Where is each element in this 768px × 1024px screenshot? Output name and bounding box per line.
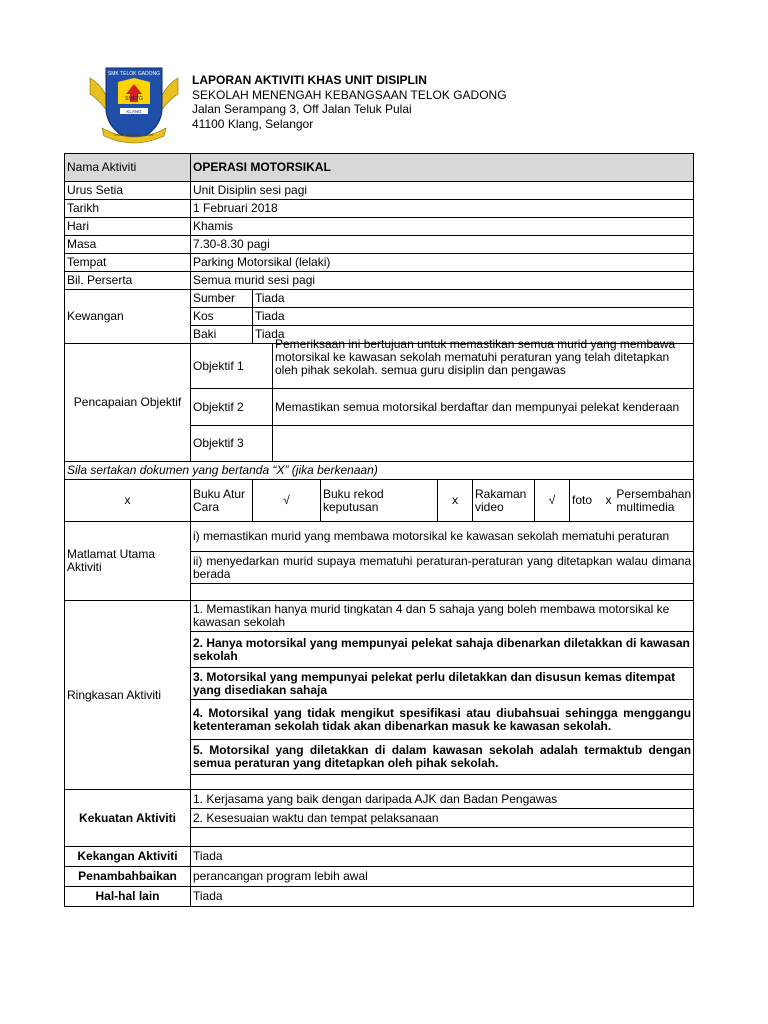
dokumen-mark-rakaman-video: x — [438, 480, 473, 522]
row-kekangan — [65, 847, 694, 867]
ringkasan-label: Ringkasan Aktiviti — [65, 601, 191, 790]
matlamat-item-2: ii) menyedarkan murid supaya mematuhi peraturan-peraturan yang ditetapkan walau dimana berada — [191, 552, 694, 584]
row-masa — [65, 236, 694, 254]
dokumen-mark-multimedia: x — [605, 493, 612, 507]
ringkasan-item-1: 1. Memastikan hanya murid tingkatan 4 dan 5 sahaja yang boleh membawa motorsikal ke kawasan sekolah — [191, 601, 694, 632]
kekangan-value: Tiada — [191, 847, 694, 867]
tarikh-label: Tarikh — [65, 200, 191, 218]
row-bil-peserta — [65, 272, 694, 290]
school-crest-logo — [88, 64, 180, 146]
objektif-1-label: Objektif 1 — [191, 344, 273, 389]
kekuatan-item-2: 2. Kesesuaian waktu dan tempat pelaksanaan — [191, 809, 694, 828]
dokumen-mark-buku-rekod: √ — [253, 480, 321, 522]
row-kekuatan-1 — [65, 790, 694, 809]
penambahbaikan-value: perancangan program lebih awal — [191, 867, 694, 887]
tempat-value: Parking Motorsikal (lelaki) — [191, 254, 694, 272]
dokumen-label-foto: foto — [572, 493, 593, 507]
objektif-2-label: Objektif 2 — [191, 389, 273, 426]
matlamat-item-1: i) memastikan murid yang membawa motorsikal ke kawasan sekolah mematuhi peraturan — [191, 522, 694, 552]
kekangan-label: Kekangan Aktiviti — [65, 847, 191, 867]
hari-value: Khamis — [191, 218, 694, 236]
school-address-line1: Jalan Serampang 3, Off Jalan Teluk Pulai — [192, 102, 412, 116]
row-penambahbaikan — [65, 867, 694, 887]
dokumen-label-buku-rekod: Buku rekod keputusan — [321, 480, 438, 522]
kekuatan-label: Kekuatan Aktiviti — [65, 790, 191, 847]
tarikh-value: 1 Februari 2018 — [191, 200, 694, 218]
hal-hal-lain-label: Hal-hal lain — [65, 887, 191, 907]
tempat-label: Tempat — [65, 254, 191, 272]
row-dokumen-note — [65, 462, 694, 480]
nama-aktiviti-value: OPERASI MOTORSIKAL — [191, 154, 694, 182]
ringkasan-item-3: 3. Motorsikal yang mempunyai pelekat perlu diletakkan dan disusun kemas ditempat yang disediakan sahaja — [191, 668, 694, 700]
dokumen-cell-foto-multimedia — [570, 480, 694, 522]
objektif-3-value — [273, 426, 694, 462]
row-hari — [65, 218, 694, 236]
dokumen-mark-buku-atur-cara: x — [65, 480, 191, 522]
kos-value: Tiada — [253, 308, 694, 326]
sumber-value: Tiada — [253, 290, 694, 308]
objektif-1-value: Pemeriksaan ini bertujuan untuk memastikan semua murid yang membawa motorsikal ke kawasan sekolah mematuhi peraturan yang telah ditetapkan oleh pihak sekolah. semua guru disiplin dan pengawas — [275, 337, 676, 377]
dokumen-label-multimedia: Persembahan multimedia — [616, 486, 692, 514]
svg-text:SMKTG: SMKTG — [125, 96, 143, 102]
objektif-1-cell — [273, 337, 694, 389]
school-address-line2: 41100 Klang, Selangor — [192, 116, 314, 131]
row-nama-aktiviti — [65, 154, 694, 182]
masa-value: 7.30-8.30 pagi — [191, 236, 694, 254]
matlamat-item-empty — [191, 584, 694, 601]
ringkasan-item-2: 2. Hanya motorsikal yang mempunyai pelekat sahaja dibenarkan diletakkan di kawasan sekolah — [191, 632, 694, 668]
report-table — [64, 153, 694, 907]
kewangan-label: Kewangan — [65, 290, 191, 344]
row-ringkasan-1 — [65, 601, 694, 632]
dokumen-label-buku-atur-cara: Buku Atur Cara — [191, 480, 253, 522]
kos-label: Kos — [191, 308, 253, 326]
dokumen-mark-foto: √ — [535, 480, 570, 522]
objektif-3-label: Objektif 3 — [191, 426, 273, 462]
masa-label: Masa — [65, 236, 191, 254]
ringkasan-item-empty — [191, 775, 694, 790]
row-tarikh — [65, 200, 694, 218]
pencapaian-objektif-label: Pencapaian Objektif — [65, 344, 191, 462]
report-title: LAPORAN AKTIVITI KHAS UNIT DISIPLIN — [192, 73, 427, 87]
hari-label: Hari — [65, 218, 191, 236]
svg-text:KLANG: KLANG — [126, 109, 142, 114]
bil-peserta-value: Semua murid sesi pagi — [191, 272, 694, 290]
row-tempat — [65, 254, 694, 272]
svg-text:SMK TELOK GADONG: SMK TELOK GADONG — [107, 71, 161, 77]
row-matlamat-1 — [65, 522, 694, 552]
hal-hal-lain-value: Tiada — [191, 887, 694, 907]
dokumen-note: Sila sertakan dokumen yang bertanda “X” (jika berkenaan) — [65, 462, 694, 480]
nama-aktiviti-label: Nama Aktiviti — [65, 154, 191, 182]
row-dokumen-list — [65, 480, 694, 522]
svg-text:ILMU · AMANAH · JASA: ILMU · AMANAH · JASA — [114, 133, 154, 137]
sumber-label: Sumber — [191, 290, 253, 308]
baki-value: Tiada — [253, 326, 694, 344]
objektif-2-value: Memastikan semua motorsikal berdaftar dan mempunyai pelekat kenderaan — [273, 389, 694, 426]
ringkasan-item-5: 5. Motorsikal yang diletakkan di dalam kawasan sekolah adalah termaktub dengan semua peraturan yang ditetapkan oleh pihak sekolah. — [191, 740, 694, 775]
kekuatan-item-empty — [191, 828, 694, 847]
urus-setia-value: Unit Disiplin sesi pagi — [191, 182, 694, 200]
report-header — [192, 73, 507, 131]
row-kewangan-sumber — [65, 290, 694, 308]
row-objektif-1 — [65, 344, 694, 389]
urus-setia-label: Urus Setia — [65, 182, 191, 200]
school-name: SEKOLAH MENENGAH KEBANGSAAN TELOK GADONG — [192, 87, 507, 102]
row-urus-setia — [65, 182, 694, 200]
bil-peserta-label: Bil. Perserta — [65, 272, 191, 290]
penambahbaikan-label: Penambahbaikan — [65, 867, 191, 887]
kekuatan-item-1: 1. Kerjasama yang baik dengan daripada AJK dan Badan Pengawas — [191, 790, 694, 809]
baki-label: Baki — [191, 326, 253, 344]
row-hal-hal-lain — [65, 887, 694, 907]
dokumen-label-rakaman-video: Rakaman video — [473, 480, 535, 522]
matlamat-label: Matlamat Utama Aktiviti — [65, 522, 191, 601]
ringkasan-item-4: 4. Motorsikal yang tidak mengikut spesifikasi atau diubahsuai sehingga menggangu ketenteraman sekolah tidak akan dibenarkan masuk ke kawasan sekolah. — [191, 700, 694, 740]
